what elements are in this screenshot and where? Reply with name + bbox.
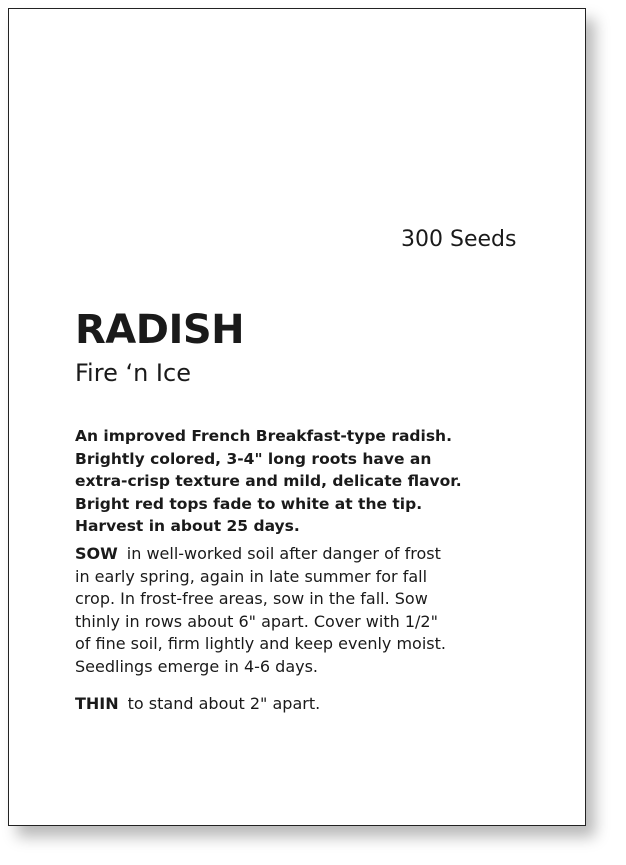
seed-count: 300 Seeds: [401, 227, 517, 252]
variety-name: Fire ‘n Ice: [75, 359, 191, 387]
plant-title: RADISH: [75, 307, 245, 353]
sow-instructions: [75, 543, 525, 678]
thin-instructions: [75, 693, 525, 716]
thin-text: to stand about 2" apart.: [127, 694, 321, 713]
description: An improved French Breakfast-type radish. Brightly colored, 3-4" long roots have an extra-crisp texture and mild, delicate flavor. Bright red tops fade to white at the tip. Harvest in about 25 days.: [75, 427, 462, 535]
sow-keyword: SOW: [75, 544, 118, 563]
sow-text: in well-worked soil after danger of frost in early spring, again in late summer for fall crop. In frost-free areas, sow in the fall. Sow thinly in rows about 6" apart. Cover with 1/2" of fine soil, firm lightly and keep evenly moist. Seedlings emerge in 4-6 days.: [75, 544, 446, 676]
seed-packet-card: [8, 8, 586, 826]
thin-keyword: THIN: [75, 694, 119, 713]
